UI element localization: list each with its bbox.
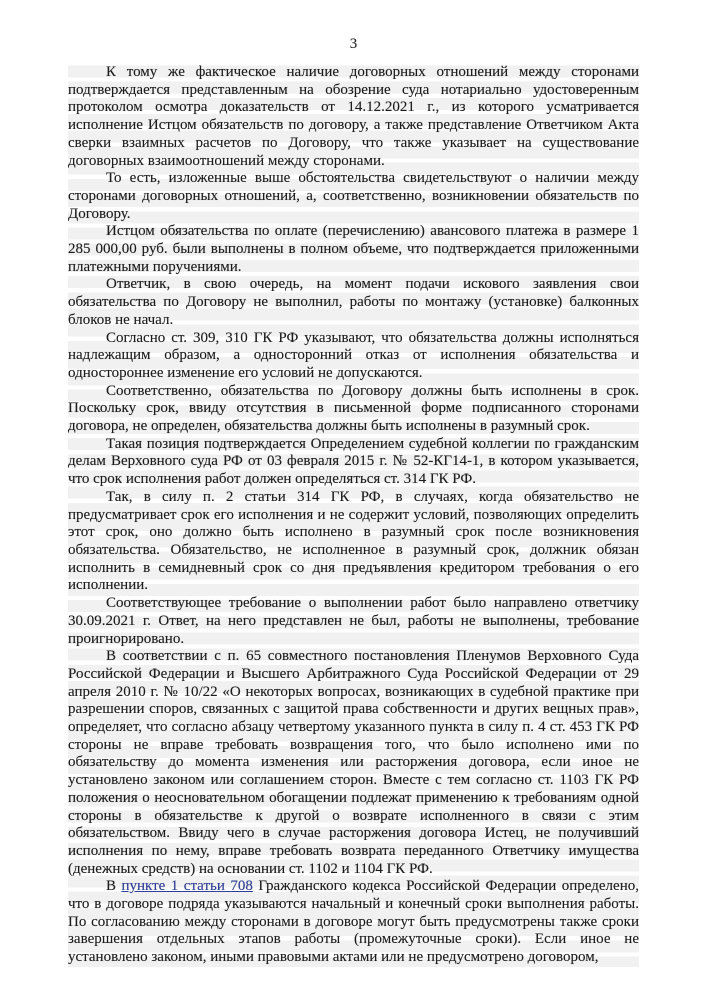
paragraph-art-708-before: В [106,878,122,895]
statute-link-art-708[interactable]: пункте 1 статьи 708 [121,878,253,895]
document-body [68,64,639,967]
paragraph-art-708 [68,878,639,967]
paragraph-obligations-arising: То есть, изложенные выше обстоятельства свидетельствуют о наличии между сторонами договорных отношений, а, соответственно, возникновении обязательств по Договору. [68,170,639,222]
paragraph-advance-payment: Истцом обязательства по оплате (перечислению) авансового платежа в размере 1 285 000,00 руб. были выполнены в полном объеме, что подтверждается приложенными платежными поручениями. [68,223,639,275]
paragraph-plenum-10-22: В соответствии с п. 65 совместного постановления Пленумов Верховного Суда Российской Федерации и Высшего Арбитражного Суда Российской Федерации от 29 апреля 2010 г. № 10/22 «О некоторых вопросах, возникающих в судебной практике при разрешении споров, связанных с защитой права собственности и других вещных прав», определяет, что согласно абзацу четвертому указанного пункта в силу п. 4 ст. 453 ГК РФ стороны не вправе требовать возвращения того, что было исполнено ими по обязательству до момента изменения или расторжения договора, если иное не установлено законом или соглашением сторон. Вместе с тем согласно ст. 1103 ГК РФ положения о неосновательном обогащении подлежат применению к требованиям одной стороны в обязательстве к другой о возврате исполненного в связи с этим обязательством. Ввиду чего в случае расторжения договора Истец, не получивший исполнения по нему, вправе требовать возврата переданного Ответчику имущества (денежных средств) на основании ст. 1102 и 1104 ГК РФ. [68,648,639,877]
paragraph-art-708-after: Гражданского кодекса Российской Федерации определено, что в договоре подряда указываются начальный и конечный сроки выполнения работы. По согласованию между сторонами в договоре могут быть предусмотрены также сроки завершения отдельных этапов работы (промежуточные сроки). Если иное не установлено законом, иными правовыми актами или не предусмотрено договором, [68,878,639,966]
paragraph-reasonable-term: Соответственно, обязательства по Договору должны быть исполнены в срок. Поскольку срок, ввиду отсутствия в письменной форме подписанного сторонами договора, не определен, обязательства должны быть исполнены в разумный срок. [68,382,639,435]
paragraph-art-309-310: Согласно ст. 309, 310 ГК РФ указывают, что обязательства должны исполняться надлежащим образом, а односторонний отказ от исполнения обязательства и одностороннее изменение его условий не допускаются. [68,329,639,381]
paragraph-defendant-nonperformance: Ответчик, в свою очередь, на момент подачи искового заявления свои обязательства по Договору не выполнил, работы по монтажу (установке) балконных блоков не начал. [68,276,639,328]
paragraph-supreme-court-ruling: Такая позиция подтверждается Определением судебной коллегии по гражданским делам Верховного суда РФ от 03 февраля 2015 г. № 52-КГ14-1, в котором указывается, что срок исполнения работ должен определяться ст. 314 ГК РФ. [68,435,639,488]
paragraph-demand-ignored: Соответствующее требование о выполнении работ было направлено ответчику 30.09.2021 г. Ответ, на него представлен не был, работы не выполнены, требование проигнорировано. [68,595,639,647]
paragraph-contract-relations-proof: К тому же фактическое наличие договорных отношений между сторонами подтверждается представленным на обозрение суда нотариально удостоверенным протоколом осмотра доказательств от 14.12.2021 г., из которого усматривается исполнение Истцом обязательств по договору, а также представление Ответчиком Акта сверки взаимных расчетов по Договору, что также указывает на существование договорных взаимоотношений между сторонами. [68,64,639,169]
page-number: 3 [349,36,358,52]
paragraph-art-314: Так, в силу п. 2 статьи 314 ГК РФ, в случаях, когда обязательство не предусматривает срок его исполнения и не содержит условий, позволяющих определить этот срок, оно должно быть исполнено в разумный срок после возникновения обязательства. Обязательство, не исполненное в разумный срок, должник обязан исполнить в семидневный срок со дня предъявления кредитором требования о его исполнении. [68,488,639,594]
